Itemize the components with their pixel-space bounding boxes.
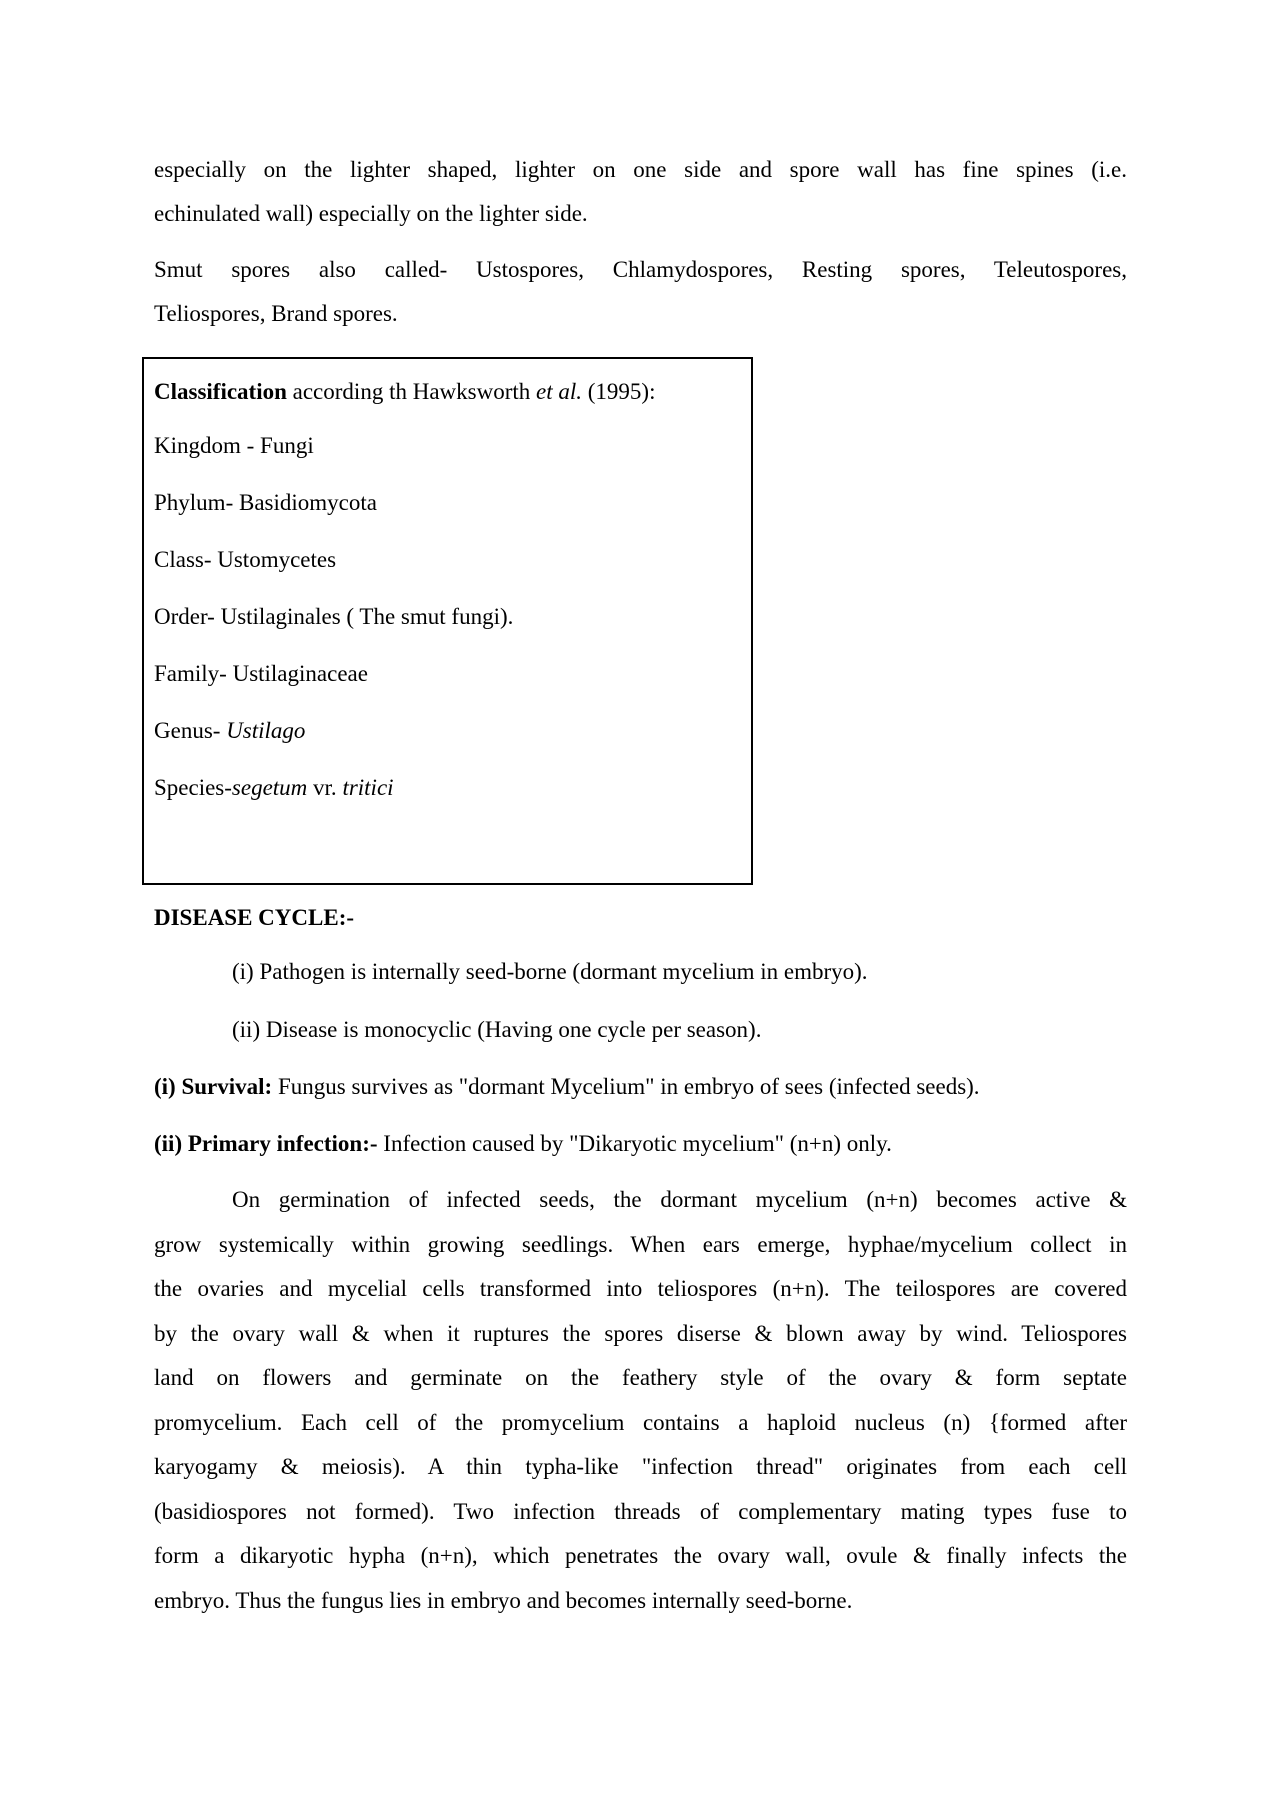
- genus-label: Genus-: [154, 718, 227, 743]
- paragraph-line-8: (basidiospores not formed). Two infection threads of complementary mating types fuse to: [154, 1499, 1127, 1524]
- paragraph-line-2: grow systemically within growing seedlings. When ears emerge, hyphae/mycelium collect in: [154, 1232, 1127, 1257]
- paragraph-line-5: land on flowers and germinate on the feathery style of the ovary & form septate: [154, 1365, 1127, 1390]
- intro-line-4: Teliospores, Brand spores.: [154, 301, 398, 326]
- survival-line: [154, 1072, 1127, 1102]
- paragraph-line-6: promycelium. Each cell of the promycelium contains a haploid nucleus (n) {formed after: [154, 1410, 1127, 1435]
- paragraph-line-9: form a dikaryotic hypha (n+n), which penetrates the ovary wall, ovule & finally infects the: [154, 1543, 1127, 1568]
- paragraph-line-3: the ovaries and mycelial cells transformed into teliospores (n+n). The teilospores are covered: [154, 1276, 1127, 1301]
- species-mid: vr.: [307, 775, 343, 800]
- classification-genus: [154, 716, 305, 746]
- disease-point-2: (ii) Disease is monocyclic (Having one cycle per season).: [232, 1017, 762, 1042]
- genus-name: Ustilago: [226, 718, 306, 743]
- classification-family: Family- Ustilaginaceae: [154, 661, 368, 686]
- primary-infection-line: [154, 1129, 1127, 1159]
- classification-box: [142, 357, 753, 885]
- intro-line-2: echinulated wall) especially on the lighter side.: [154, 201, 588, 226]
- primary-infection-text: Infection caused by "Dikaryotic mycelium" (n+n) only.: [377, 1131, 892, 1156]
- disease-cycle-heading: [154, 903, 1127, 933]
- classification-heading-bold: Classification: [154, 379, 287, 404]
- paragraph-line-7: karyogamy & meiosis). A thin typha-like "infection thread" originates from each cell: [154, 1454, 1127, 1479]
- paragraph-line-4: by the ovary wall & when it ruptures the spores diserse & blown away by wind. Teliospores: [154, 1321, 1127, 1346]
- primary-infection-label: (ii) Primary infection:-: [154, 1131, 378, 1156]
- classification-kingdom: Kingdom - Fungi: [154, 433, 314, 458]
- species-label: Species-: [154, 775, 232, 800]
- paragraph-line-10: embryo. Thus the fungus lies in embryo and becomes internally seed-borne.: [154, 1588, 853, 1613]
- paragraph-line-1: On germination of infected seeds, the dormant mycelium (n+n) becomes active &: [232, 1187, 1127, 1212]
- intro-line-3: Smut spores also called- Ustospores, Chlamydospores, Resting spores, Teleutospores,: [154, 257, 1127, 282]
- survival-text: Fungus survives as "dormant Mycelium" in embryo of sees (infected seeds).: [272, 1074, 980, 1099]
- classification-heading: [154, 377, 655, 407]
- classification-phylum: Phylum- Basidiomycota: [154, 490, 377, 515]
- species-name: segetum: [231, 775, 308, 800]
- survival-label: (i) Survival:: [154, 1074, 273, 1099]
- classification-order: Order- Ustilaginales ( The smut fungi).: [154, 604, 514, 629]
- classification-heading-year: (1995):: [582, 379, 656, 404]
- classification-class: Class- Ustomycetes: [154, 547, 337, 572]
- classification-heading-italic: et al.: [536, 379, 582, 404]
- classification-heading-rest: according th Hawksworth: [286, 379, 536, 404]
- disease-cycle-heading-text: DISEASE CYCLE:-: [154, 905, 355, 930]
- species-variety: tritici: [342, 775, 394, 800]
- intro-line-1: especially on the lighter shaped, lighter on one side and spore wall has fine spines (i.e.: [154, 157, 1127, 182]
- disease-point-1: (i) Pathogen is internally seed-borne (dormant mycelium in embryo).: [232, 959, 868, 984]
- classification-species: [154, 773, 394, 803]
